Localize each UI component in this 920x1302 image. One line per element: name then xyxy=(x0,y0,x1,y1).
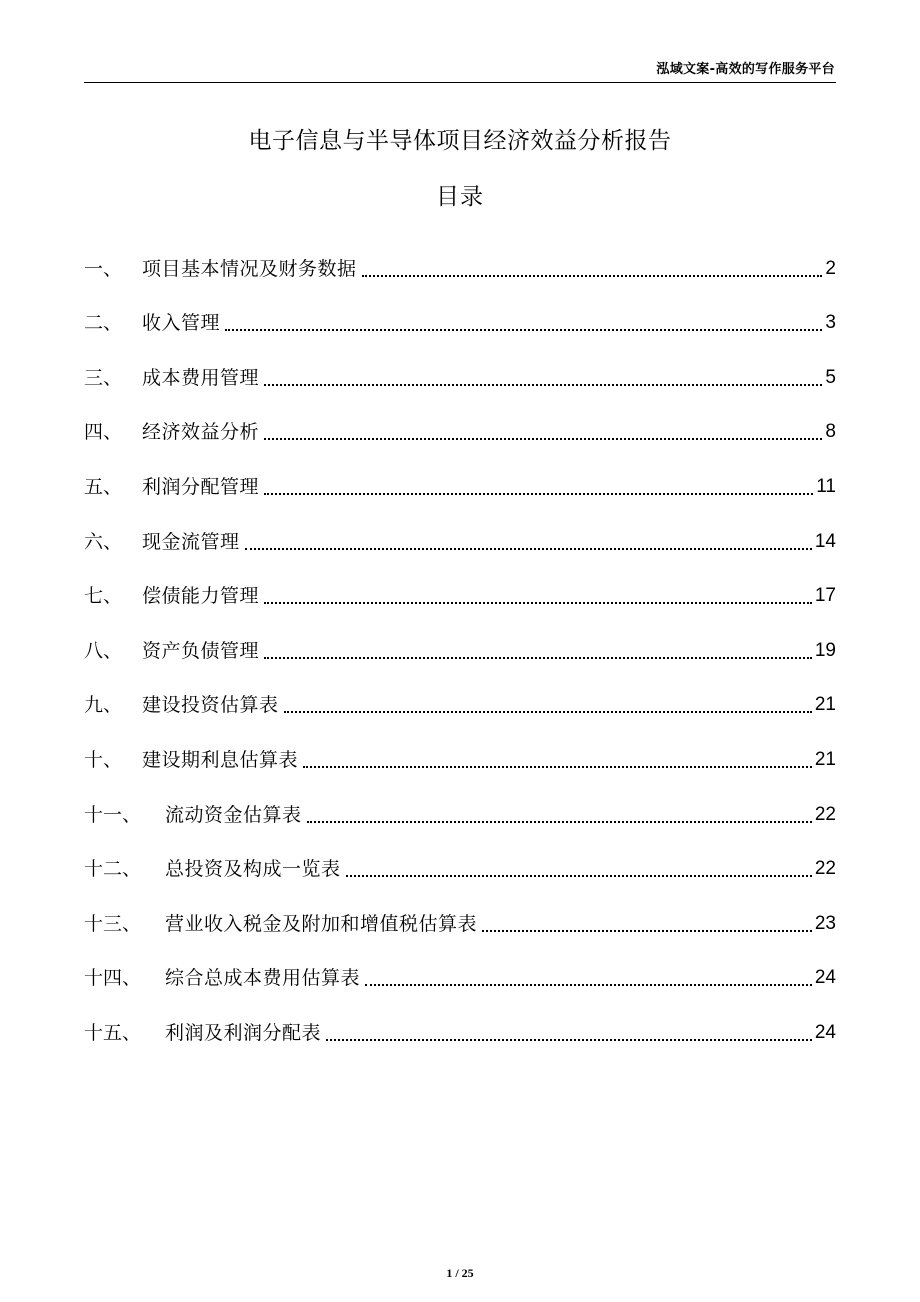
toc-entry[interactable] xyxy=(84,341,836,396)
toc-entry-page: 23 xyxy=(814,912,836,934)
page-header-text: 泓域文案-高效的写作服务平台 xyxy=(656,62,835,77)
toc-entry-number: 十四、 xyxy=(84,967,142,990)
toc-entry[interactable] xyxy=(84,833,836,888)
toc-entry-number: 十一、 xyxy=(84,803,142,826)
toc-entry[interactable] xyxy=(84,996,836,1051)
toc-dot-leader xyxy=(264,437,822,440)
toc-dot-leader xyxy=(365,983,812,986)
toc-entry[interactable] xyxy=(84,614,836,669)
toc-entry-page: 21 xyxy=(814,748,836,770)
toc-entry-page: 24 xyxy=(814,967,836,989)
toc-entry-page: 14 xyxy=(814,530,836,552)
toc-entry-number: 二、 xyxy=(84,312,123,335)
document-title: 电子信息与半导体项目经济效益分析报告 xyxy=(248,128,672,154)
toc-dot-leader xyxy=(346,874,812,877)
toc-entry-number: 八、 xyxy=(84,639,123,662)
toc-entry[interactable] xyxy=(84,942,836,997)
toc-entry[interactable] xyxy=(84,287,836,342)
toc-dot-leader xyxy=(225,328,822,331)
toc-entry-number: 十五、 xyxy=(84,1021,142,1044)
toc-entry[interactable] xyxy=(84,669,836,724)
toc-entry-page: 22 xyxy=(814,858,836,880)
toc-dot-leader xyxy=(362,274,823,277)
toc-entry-number: 十、 xyxy=(84,748,123,771)
toc-entry[interactable] xyxy=(84,723,836,778)
toc-entry-page: 8 xyxy=(825,421,836,443)
toc-entry-page: 17 xyxy=(814,585,836,607)
toc-entry-label: 利润及利润分配表 xyxy=(165,1021,322,1044)
toc-dot-leader xyxy=(307,820,812,823)
toc-dot-leader xyxy=(303,765,812,768)
toc-entry-label: 成本费用管理 xyxy=(142,366,260,389)
toc-dot-leader xyxy=(264,492,813,495)
toc-entry-number: 十二、 xyxy=(84,858,142,881)
toc-dot-leader xyxy=(326,1038,812,1041)
toc-entry-page: 22 xyxy=(814,803,836,825)
toc-entry-label: 总投资及构成一览表 xyxy=(165,858,341,881)
toc-entry-label: 建设期利息估算表 xyxy=(142,748,299,771)
toc-entry-number: 一、 xyxy=(84,257,123,280)
page-number-indicator: 1 / 25 xyxy=(446,1266,474,1280)
toc-entry-number: 四、 xyxy=(84,421,123,444)
header-divider xyxy=(84,82,836,83)
toc-entry-number: 七、 xyxy=(84,585,123,608)
toc-entry-label: 综合总成本费用估算表 xyxy=(165,967,361,990)
toc-entry[interactable] xyxy=(84,396,836,451)
toc-heading: 目录 xyxy=(436,184,484,210)
toc-entry[interactable] xyxy=(84,232,836,287)
toc-entry-page: 2 xyxy=(825,257,836,279)
toc-entry-page: 24 xyxy=(814,1021,836,1043)
toc-dot-leader xyxy=(264,601,812,604)
toc-entry[interactable] xyxy=(84,450,836,505)
toc-dot-leader xyxy=(245,547,812,550)
toc-entry[interactable] xyxy=(84,778,836,833)
toc-entry-label: 偿债能力管理 xyxy=(142,585,260,608)
toc-entry-number: 五、 xyxy=(84,475,123,498)
toc-entry-label: 项目基本情况及财务数据 xyxy=(142,257,357,280)
toc-entry-label: 流动资金估算表 xyxy=(165,803,302,826)
toc-entry-label: 建设投资估算表 xyxy=(142,694,279,717)
toc-entry-number: 十三、 xyxy=(84,912,142,935)
toc-entry-label: 现金流管理 xyxy=(142,530,240,553)
toc-entry-number: 三、 xyxy=(84,366,123,389)
toc-entry-page: 11 xyxy=(816,475,836,497)
toc-entry-number: 六、 xyxy=(84,530,123,553)
table-of-contents xyxy=(84,232,836,1051)
toc-entry-page: 19 xyxy=(814,639,836,661)
toc-dot-leader xyxy=(284,710,812,713)
toc-entry[interactable] xyxy=(84,887,836,942)
toc-entry[interactable] xyxy=(84,505,836,560)
toc-entry-label: 营业收入税金及附加和增值税估算表 xyxy=(165,912,478,935)
toc-entry-number: 九、 xyxy=(84,694,123,717)
toc-entry-page: 3 xyxy=(825,312,836,334)
toc-entry-page: 21 xyxy=(814,694,836,716)
toc-entry-page: 5 xyxy=(825,366,836,388)
toc-entry-label: 经济效益分析 xyxy=(142,421,260,444)
toc-dot-leader xyxy=(482,929,812,932)
toc-entry-label: 利润分配管理 xyxy=(142,475,260,498)
toc-dot-leader xyxy=(264,656,812,659)
toc-entry-label: 资产负债管理 xyxy=(142,639,260,662)
toc-entry[interactable] xyxy=(84,560,836,615)
toc-entry-label: 收入管理 xyxy=(142,312,221,335)
toc-dot-leader xyxy=(264,383,822,386)
